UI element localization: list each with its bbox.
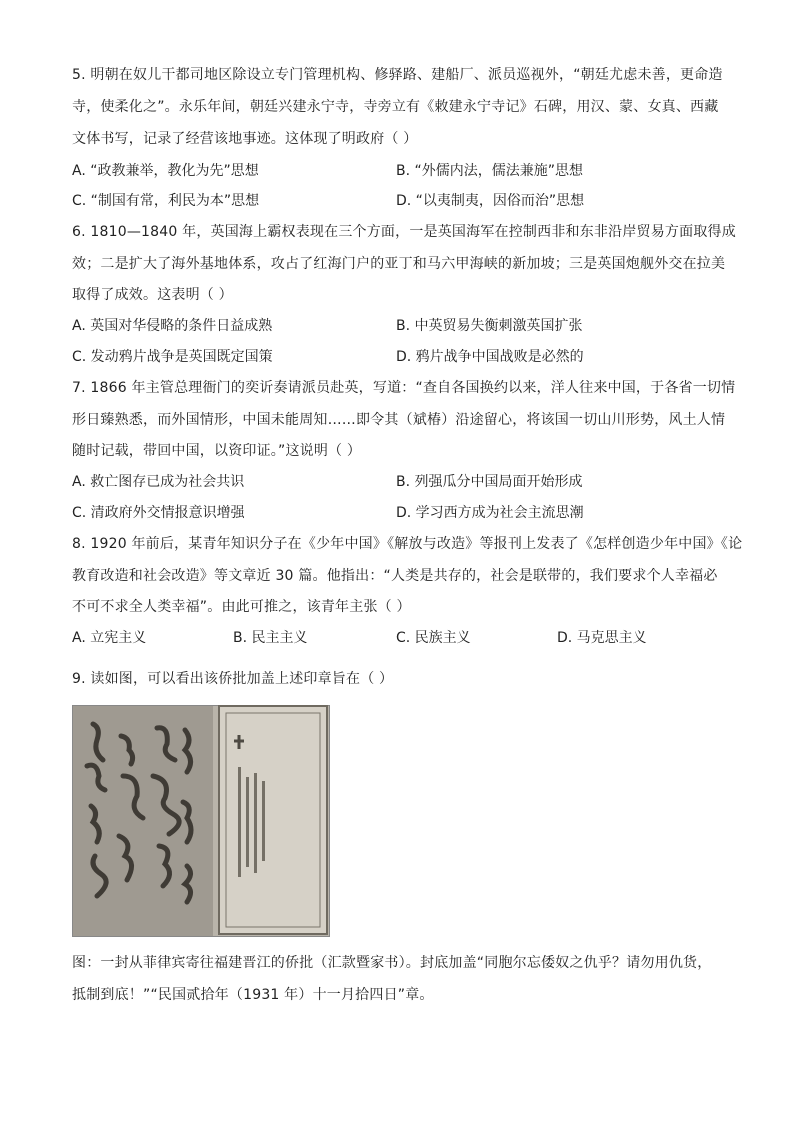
q6-option-a[interactable]: A. 英国对华侵略的条件日益成熟 bbox=[72, 318, 273, 334]
q7-option-d[interactable]: D. 学习西方成为社会主流思潮 bbox=[396, 505, 584, 521]
q8-line-3: 不可不求全人类幸福”。由此可推之，该青年主张（ ） bbox=[72, 599, 411, 615]
q8-option-b[interactable]: B. 民主主义 bbox=[233, 630, 308, 646]
q6-option-b[interactable]: B. 中英贸易失衡刺激英国扩张 bbox=[396, 318, 583, 334]
q7-option-c[interactable]: C. 清政府外交情报意识增强 bbox=[72, 505, 245, 521]
q5-line-2: 寺，使柔化之”。永乐年间，朝廷兴建永宁寺，寺旁立有《敕建永宁寺记》石碑，用汉、蒙、女真、西藏 bbox=[72, 99, 719, 115]
q5-option-c[interactable]: C. “制国有常，利民为本”思想 bbox=[72, 193, 260, 209]
q8-line-2: 教育改造和社会改造》等文章近 30 篇。他指出：“人类是共存的，社会是联带的，我们要求个人幸福必 bbox=[72, 568, 718, 584]
q5-option-d[interactable]: D. “以夷制夷，因俗而治”思想 bbox=[396, 193, 585, 209]
q5-option-a[interactable]: A. “政教兼举，教化为先”思想 bbox=[72, 163, 259, 179]
q6-line-3: 取得了成效。这表明（ ） bbox=[72, 287, 233, 303]
q6-option-d[interactable]: D. 鸦片战争中国战败是必然的 bbox=[396, 349, 584, 365]
q5-line-3: 文体书写，记录了经营该地事迹。这体现了明政府（ ） bbox=[72, 131, 418, 147]
q5-option-b[interactable]: B. “外儒内法，儒法兼施”思想 bbox=[396, 163, 584, 179]
q7-line-3: 随时记载，带回中国，以资印证。”这说明（ ） bbox=[72, 443, 362, 459]
q6-option-c[interactable]: C. 发动鸦片战争是英国既定国策 bbox=[72, 349, 273, 365]
q5-line-1: 5. 明朝在奴儿干都司地区除设立专门管理机构、修驿路、建船厂、派员巡视外，“朝廷尤虑未善，更命造 bbox=[72, 67, 723, 83]
q7-line-1: 7. 1866 年主管总理衙门的奕䜣奏请派员赴英，写道：“查自各国换约以来，洋人往来中国，于各省一切情 bbox=[72, 380, 736, 396]
q7-option-a[interactable]: A. 救亡图存已成为社会共识 bbox=[72, 474, 245, 490]
q9-caption-line-2: 抵制到底！”“民国贰拾年（1931 年）十一月拾四日”章。 bbox=[72, 987, 434, 1003]
envelope-stamp-graphic bbox=[220, 707, 326, 933]
q9-stem: 9. 读如图，可以看出该侨批加盖上述印章旨在（ ） bbox=[72, 671, 394, 687]
q8-line-1: 8. 1920 年前后，某青年知识分子在《少年中国》《解放与改造》等报刊上发表了《怎样创造少年中国》《论 bbox=[72, 536, 743, 552]
q8-option-a[interactable]: A. 立宪主义 bbox=[72, 630, 147, 646]
q7-option-b[interactable]: B. 列强瓜分中国局面开始形成 bbox=[396, 474, 583, 490]
q6-line-1: 6. 1810—1840 年，英国海上霸权表现在三个方面，一是英国海军在控制西非和东非沿岸贸易方面取得成 bbox=[72, 224, 736, 240]
q7-line-2: 形日臻熟悉，而外国情形，中国未能周知……即令其（斌椿）沿途留心，将该国一切山川形势，风土人情 bbox=[72, 412, 726, 428]
q9-caption-line-1: 图：一封从菲律宾寄往福建晋江的侨批（汇款暨家书）。封底加盖“同胞尔忘倭奴之仇乎？请勿用仇货， bbox=[72, 955, 712, 971]
q8-option-d[interactable]: D. 马克思主义 bbox=[557, 630, 647, 646]
q8-option-c[interactable]: C. 民族主义 bbox=[396, 630, 471, 646]
q6-line-2: 效；二是扩大了海外基地体系，攻占了红海门户的亚丁和马六甲海峡的新加坡；三是英国炮舰外交在拉美 bbox=[72, 256, 726, 272]
qiaopi-photo-envelope bbox=[218, 705, 328, 935]
